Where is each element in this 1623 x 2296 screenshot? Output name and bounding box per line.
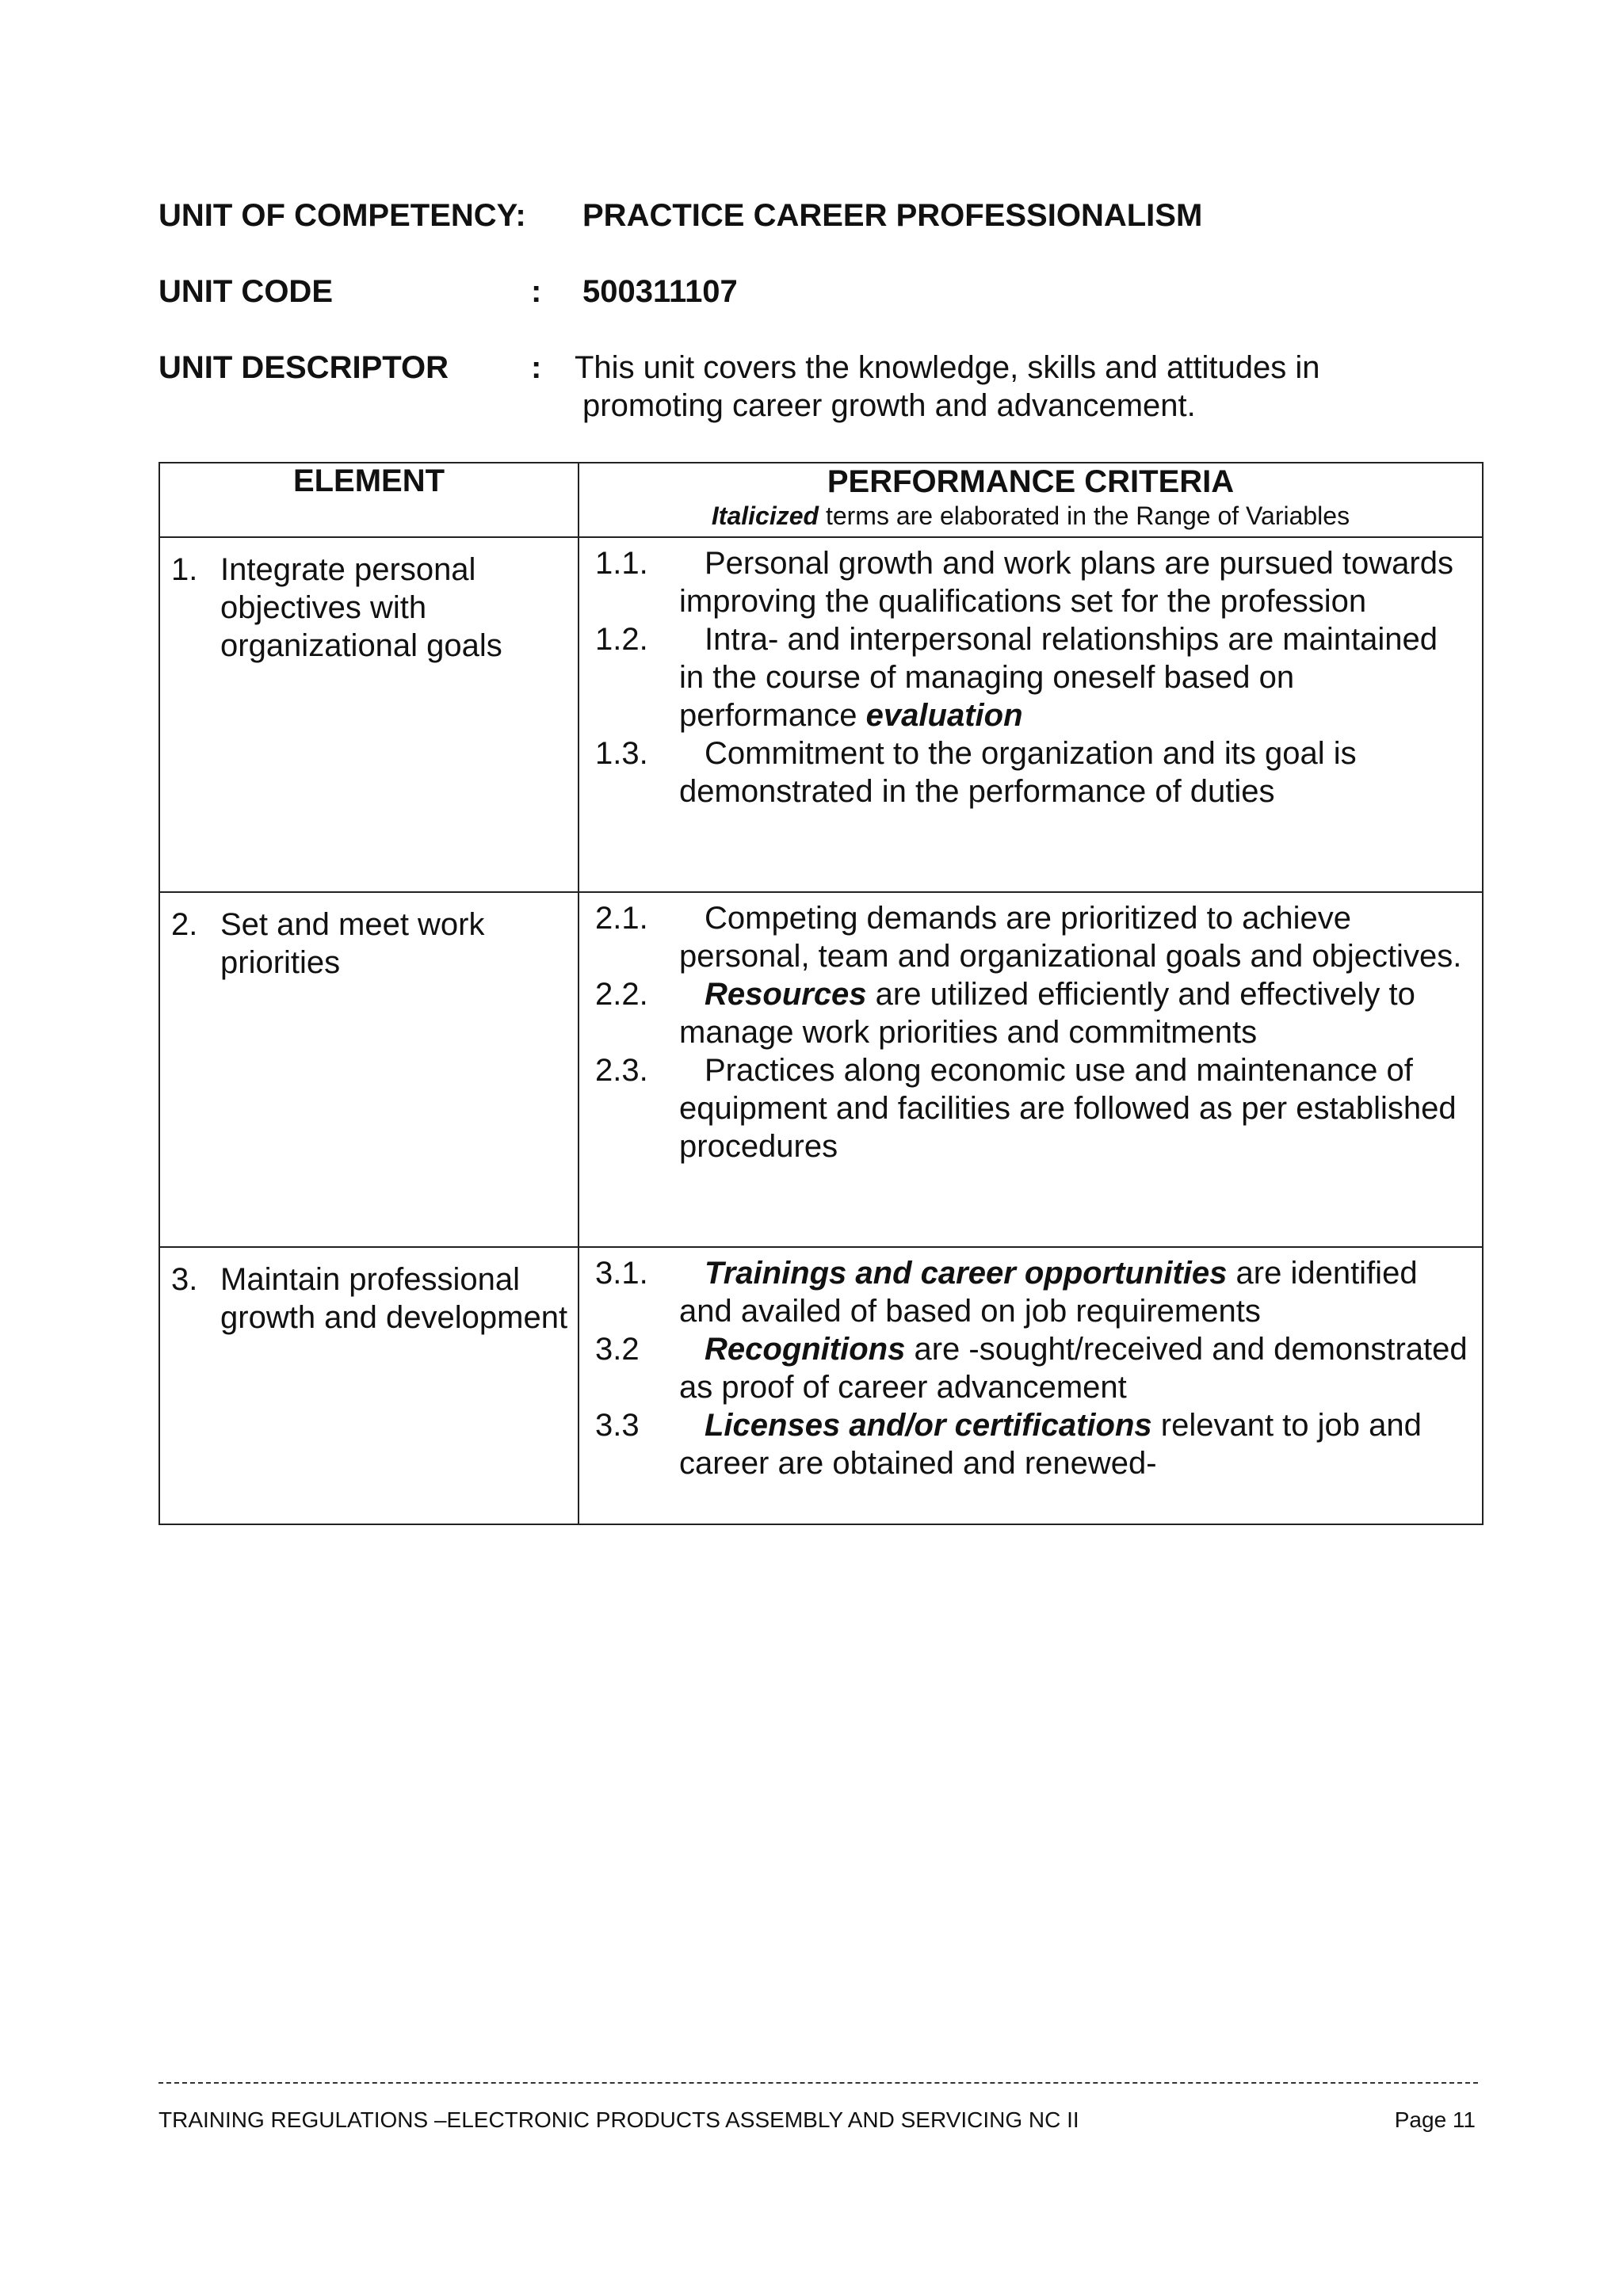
unit-code-colon: : xyxy=(531,274,542,309)
unit-descriptor-colon: : xyxy=(531,350,542,385)
criterion-item xyxy=(595,1406,1469,1482)
criterion-text: Intra- and interpersonal relationships are maintained in the course of managing oneself based on performance evaluation xyxy=(679,622,1438,733)
criterion-text: Personal growth and work plans are pursued towards improving the qualifications set for the profession xyxy=(679,546,1453,619)
criteria-note xyxy=(579,500,1482,532)
criterion-number: 3.3 xyxy=(595,1408,640,1443)
criterion-text: Recognitions are -sought/received and demonstrated as proof of career advancement xyxy=(679,1332,1468,1405)
criteria-cell xyxy=(579,537,1483,892)
unit-descriptor-line1: This unit covers the knowledge, skills and attitudes in xyxy=(575,350,1320,385)
element-column-header: ELEMENT xyxy=(159,463,579,537)
performance-criteria-title: PERFORMANCE CRITERIA xyxy=(827,464,1235,499)
footer-title: TRAINING REGULATIONS –ELECTRONIC PRODUCTS ASSEMBLY AND SERVICING NC II xyxy=(158,2107,1079,2132)
criterion-item xyxy=(595,975,1469,1051)
criterion-number: 2.3. xyxy=(595,1053,648,1088)
criteria-cell xyxy=(579,892,1483,1247)
unit-descriptor-line2: promoting career growth and advancement. xyxy=(582,388,1196,423)
unit-of-competency-value: PRACTICE CAREER PROFESSIONALISM xyxy=(582,198,1203,233)
criterion-keyword: Trainings and career opportunities xyxy=(705,1256,1228,1291)
criterion-keyword: Recognitions xyxy=(705,1332,906,1367)
criterion-item xyxy=(595,544,1469,620)
footer-divider xyxy=(158,2082,1478,2084)
performance-criteria-column-header xyxy=(579,463,1483,537)
criteria-cell xyxy=(579,1247,1483,1524)
element-text: Maintain professional growth and development xyxy=(220,1262,568,1335)
element-number: 2. xyxy=(171,907,198,942)
element-text: Integrate personal objectives with organizational goals xyxy=(220,552,502,663)
criterion-number: 3.2 xyxy=(595,1332,640,1367)
unit-code-value: 500311107 xyxy=(582,274,738,309)
criterion-text: Commitment to the organization and its goal is demonstrated in the performance of duties xyxy=(679,736,1357,809)
table-header-row xyxy=(159,463,1483,537)
criteria-note-rest: terms are elaborated in the Range of Variables xyxy=(819,502,1350,530)
page-number: Page 11 xyxy=(1394,2107,1476,2132)
unit-descriptor-label: UNIT DESCRIPTOR xyxy=(158,350,449,385)
unit-of-competency-label: UNIT OF COMPETENCY: xyxy=(158,198,526,233)
table-row xyxy=(159,892,1483,1247)
unit-code-label: UNIT CODE xyxy=(158,274,333,309)
element-cell xyxy=(159,892,579,1247)
element-number: 1. xyxy=(171,552,198,587)
criterion-number: 1.1. xyxy=(595,546,648,581)
criterion-text: Licenses and/or certifications relevant to job and career are obtained and renewed- xyxy=(679,1408,1422,1481)
criterion-number: 3.1. xyxy=(595,1256,648,1291)
criterion-item xyxy=(595,1051,1469,1165)
criterion-text: Competing demands are prioritized to achieve personal, team and organizational goals and objectives. xyxy=(679,901,1462,974)
criterion-number: 2.2. xyxy=(595,977,648,1012)
table-row xyxy=(159,1247,1483,1524)
table-row xyxy=(159,537,1483,892)
criterion-number: 2.1. xyxy=(595,901,648,936)
criterion-item xyxy=(595,734,1469,810)
performance-criteria-table xyxy=(158,462,1484,1525)
criterion-item xyxy=(595,620,1469,734)
criterion-number: 1.2. xyxy=(595,622,648,657)
criterion-item xyxy=(595,1330,1469,1406)
criterion-keyword: Licenses and/or certifications xyxy=(705,1408,1152,1443)
criterion-text: Resources are utilized efficiently and effectively to manage work priorities and commitments xyxy=(679,977,1415,1050)
criterion-text: Practices along economic use and maintenance of equipment and facilities are followed as per established procedures xyxy=(679,1053,1457,1164)
element-cell xyxy=(159,537,579,892)
criterion-item xyxy=(595,1254,1469,1330)
criterion-number: 1.3. xyxy=(595,736,648,771)
criteria-note-italic: Italicized xyxy=(711,502,819,530)
element-number: 3. xyxy=(171,1262,198,1297)
criterion-item xyxy=(595,899,1469,975)
criterion-keyword: Resources xyxy=(705,977,867,1012)
element-text: Set and meet work priorities xyxy=(220,907,485,980)
element-cell xyxy=(159,1247,579,1524)
criterion-keyword: evaluation xyxy=(865,698,1023,733)
criterion-text: Trainings and career opportunities are identified and availed of based on job requirements xyxy=(679,1256,1418,1329)
